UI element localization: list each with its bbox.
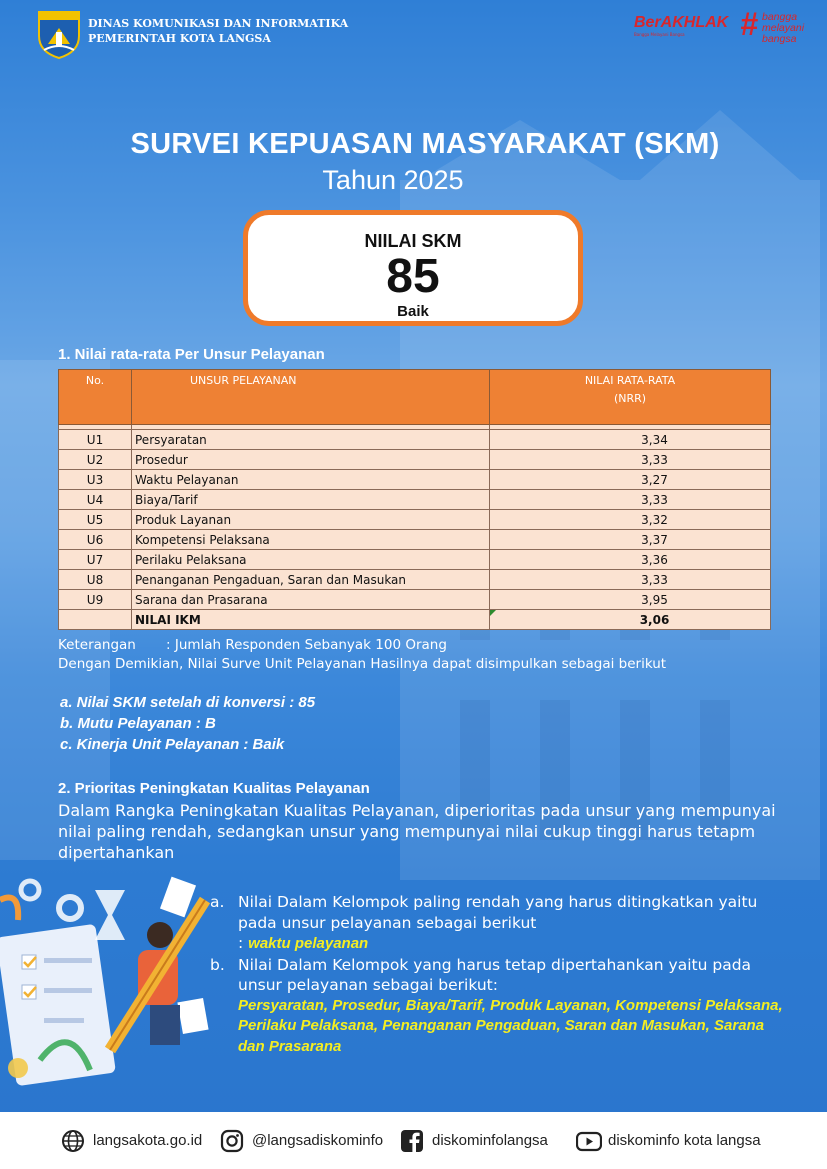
person-with-pencil-illustration [0, 860, 220, 1110]
notes-label: Keterangan [58, 637, 136, 653]
column-header-nilai-line-1: NILAI RATA-RATA [584, 374, 676, 387]
row-value: 3,34 [490, 430, 771, 450]
priority-item-b [206, 955, 786, 1058]
total-label: NILAI IKM [132, 610, 490, 630]
table-row [59, 490, 771, 510]
footer-youtube-text: diskominfo kota langsa [608, 1132, 761, 1149]
page-subtitle: Tahun 2025 [322, 165, 464, 195]
row-number: U8 [59, 570, 132, 590]
results-list [60, 692, 315, 755]
berakhlak-text: BerAKHLAK [634, 14, 729, 31]
table-row [59, 450, 771, 470]
agency-line-1: DINAS KOMUNIKASI DAN INFORMATIKA [88, 17, 349, 30]
youtube-icon [576, 1129, 602, 1153]
row-value: 3,27 [490, 470, 771, 490]
row-number: U9 [59, 590, 132, 610]
score-value: 85 [386, 250, 440, 303]
facebook-icon [400, 1129, 424, 1153]
priority-list [206, 892, 786, 1057]
table-row [59, 430, 771, 450]
page-title: SURVEI KEPUASAN MASYARAKAT (SKM) [130, 128, 720, 160]
section-2-body: Dalam Rangka Peningkatan Kualitas Pelayanan, diperioritas pada unsur yang mempunyai nilai paling rendah, sedangkan unsur yang mempunyai nilai cukup tinggi harus tetapm dipertahankan [58, 801, 776, 862]
table-row [59, 470, 771, 490]
column-header-unsur: UNSUR PELAYANAN [132, 370, 490, 425]
section-2-title: 2. Prioritas Peningkatan Kualitas Pelayanan [58, 780, 370, 797]
row-number: U4 [59, 490, 132, 510]
priority-marker-a: a. [210, 893, 225, 911]
column-header-no: No. [59, 370, 132, 425]
hashtag-icon: # [740, 6, 758, 42]
footer-facebook-text: diskominfolangsa [432, 1132, 548, 1149]
berakhlak-logo [634, 14, 734, 48]
row-unsur: Waktu Pelayanan [132, 470, 490, 490]
row-number: U2 [59, 450, 132, 470]
row-number: U7 [59, 550, 132, 570]
row-unsur: Penanganan Pengaduan, Saran dan Masukan [132, 570, 490, 590]
row-number: U5 [59, 510, 132, 530]
row-value: 3,33 [490, 450, 771, 470]
row-unsur: Perilaku Pelaksana [132, 550, 490, 570]
row-value: 3,33 [490, 570, 771, 590]
table-row [59, 590, 771, 610]
total-value [490, 610, 771, 630]
priority-marker-b: b. [210, 955, 225, 974]
row-value: 3,95 [490, 590, 771, 610]
globe-icon [61, 1129, 85, 1153]
agency-line-2: PEMERINTAH KOTA LANGSA [88, 32, 271, 45]
row-value: 3,36 [490, 550, 771, 570]
table-row [59, 550, 771, 570]
priority-item-a [206, 892, 786, 955]
bangga-line-1: bangga [762, 11, 798, 23]
priority-highlight-a: waktu pelayanan [248, 935, 369, 952]
cell-comment-marker [490, 610, 496, 616]
result-skm: a. Nilai SKM setelah di konversi : 85 [60, 694, 316, 711]
row-unsur: Sarana dan Prasarana [132, 590, 490, 610]
priority-text-a: Nilai Dalam Kelompok paling rendah yang harus ditingkatkan yaitu pada unsur pelayanan sebagai berikut [238, 893, 758, 932]
row-value: 3,37 [490, 530, 771, 550]
footer [0, 1112, 827, 1169]
score-grade: Baik [397, 303, 429, 320]
footer-website-text: langsakota.go.id [93, 1132, 203, 1149]
row-unsur: Prosedur [132, 450, 490, 470]
agency-name [88, 16, 348, 46]
nrr-table [58, 369, 771, 630]
score-label: NIILAI SKM [364, 231, 462, 251]
table-row [59, 510, 771, 530]
row-unsur: Persyaratan [132, 430, 490, 450]
total-value-text: 3,06 [639, 612, 670, 627]
column-header-nilai-line-2: (NRR) [613, 392, 647, 405]
column-header-nilai [490, 370, 771, 425]
priority-highlight-b: Persyaratan, Prosedur, Biaya/Tarif, Produk Layanan, Kompetensi Pelaksana, Perilaku Pelaksana, Penanganan Pengaduan, Saran dan Masukan, Sarana dan Prasarana [238, 996, 783, 1055]
row-unsur: Produk Layanan [132, 510, 490, 530]
instagram-icon [220, 1129, 244, 1153]
footer-instagram-text: @langsadiskominfo [252, 1132, 384, 1149]
score-card [243, 210, 583, 326]
row-number: U1 [59, 430, 132, 450]
result-mutu: b. Mutu Pelayanan : B [60, 715, 216, 732]
row-number: U3 [59, 470, 132, 490]
row-unsur: Biaya/Tarif [132, 490, 490, 510]
berakhlak-subtext: Bangga Melayani Bangsa [634, 32, 685, 37]
kota-langsa-logo [36, 6, 82, 60]
row-value: 3,33 [490, 490, 771, 510]
table-total-row [59, 610, 771, 630]
table-row [59, 570, 771, 590]
result-kinerja: c. Kinerja Unit Pelayanan : Baik [60, 736, 285, 753]
bangga-line-2: melayani [762, 22, 805, 34]
notes-conclusion: Dengan Demikian, Nilai Surve Unit Pelayanan Hasilnya dapat disimpulkan sebagai berikut [58, 656, 667, 672]
bangga-line-3: bangsa [762, 33, 797, 45]
row-unsur: Kompetensi Pelaksana [132, 530, 490, 550]
row-number: U6 [59, 530, 132, 550]
priority-separator-a: : [238, 934, 249, 952]
row-value: 3,32 [490, 510, 771, 530]
total-empty-cell [59, 610, 132, 630]
section-1-title: 1. Nilai rata-rata Per Unsur Pelayanan [58, 346, 325, 363]
table-row [59, 530, 771, 550]
notes [58, 636, 666, 674]
priority-text-b: Nilai Dalam Kelompok yang harus tetap dipertahankan yaitu pada unsur pelayanan sebagai berikut: [238, 955, 752, 994]
notes-respondents: : Jumlah Responden Sebanyak 100 Orang [166, 637, 447, 653]
bangga-melayani-logo [740, 6, 816, 50]
